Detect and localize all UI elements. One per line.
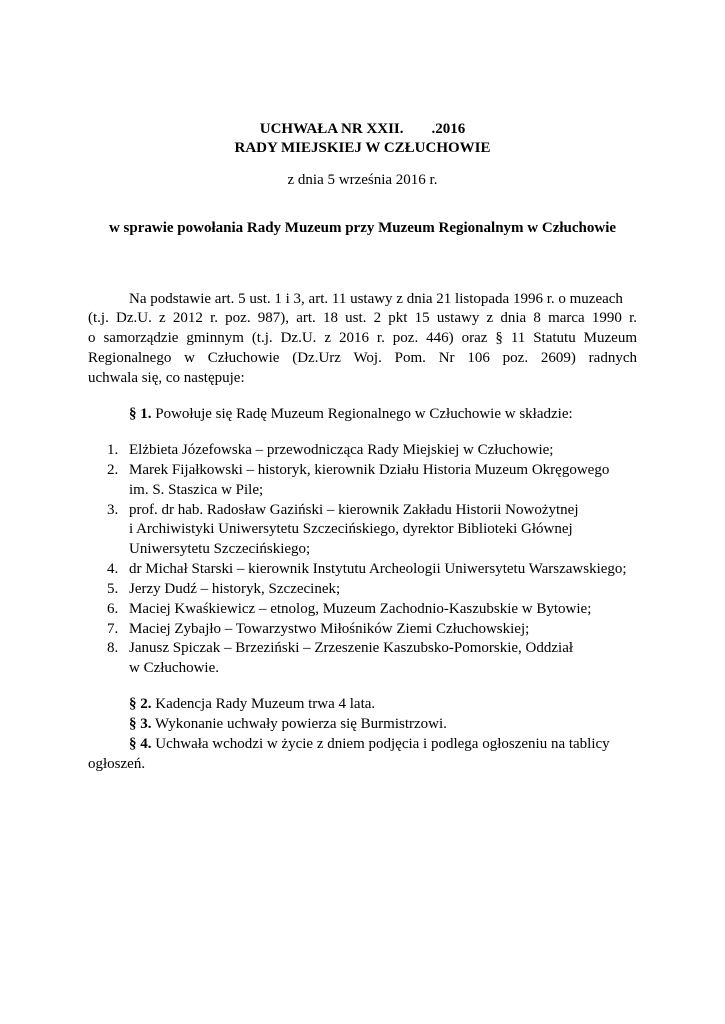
preamble-line: Regionalnego w Człuchowie (Dz.Urz Woj. Pom. Nr 106 poz. 2609) radnych bbox=[88, 350, 637, 366]
list-item: Janusz Spiczak – Brzeziński – Zrzeszenie Kaszubsko-Pomorskie, Oddział bbox=[129, 640, 574, 656]
section-3-mark: § 3. bbox=[129, 716, 152, 732]
resolution-number: UCHWAŁA NR XXII. bbox=[259, 121, 404, 137]
section-1-text: Powołuje się Radę Muzeum Regionalnego w Człuchowie w składzie: bbox=[151, 406, 573, 422]
section-4 bbox=[129, 735, 610, 754]
section-2-mark: § 2. bbox=[129, 696, 152, 712]
list-item-continuation: im. S. Staszica w Pile; bbox=[129, 482, 264, 498]
list-item-number: 2. bbox=[107, 462, 119, 478]
resolution-year: .2016 bbox=[431, 121, 466, 137]
resolution-subject: w sprawie powołania Rady Muzeum przy Muzeum Regionalnym w Człuchowie bbox=[108, 220, 617, 236]
preamble-line: (t.j. Dz.U. z 2012 r. poz. 987), art. 18 ust. 2 pkt 15 ustawy z dnia 8 marca 1990 r. bbox=[88, 310, 637, 326]
list-item-continuation: Uniwersytetu Szczecińskiego; bbox=[129, 541, 311, 557]
list-item-continuation: w Człuchowie. bbox=[129, 660, 219, 676]
section-1 bbox=[129, 405, 573, 424]
list-item: dr Michał Starski – kierownik Instytutu Archeologii Uniwersytetu Warszawskiego; bbox=[129, 561, 627, 577]
list-item-continuation: i Archiwistyki Uniwersytetu Szczecińskiego, dyrektor Biblioteki Głównej bbox=[129, 521, 573, 537]
preamble-line: o samorządzie gminnym (t.j. Dz.U. z 2016 r. poz. 446) oraz § 11 Statutu Muzeum bbox=[88, 330, 637, 346]
section-2 bbox=[129, 695, 375, 714]
section-4-text: Uchwała wchodzi w życie z dniem podjęcia i podlega ogłoszeniu na tablicy bbox=[151, 736, 610, 752]
list-item: Marek Fijałkowski – historyk, kierownik Działu Historia Muzeum Okręgowego bbox=[129, 462, 610, 478]
section-4-mark: § 4. bbox=[129, 736, 152, 752]
resolution-title bbox=[0, 120, 725, 139]
list-item-number: 1. bbox=[107, 442, 119, 458]
list-item: Maciej Zybajło – Towarzystwo Miłośników Ziemi Człuchowskiej; bbox=[129, 621, 530, 637]
section-3-text: Wykonanie uchwały powierza się Burmistrzowi. bbox=[151, 716, 447, 732]
preamble-line: Na podstawie art. 5 ust. 1 i 3, art. 11 ustawy z dnia 21 listopada 1996 r. o muzeach bbox=[129, 291, 623, 307]
list-item: Maciej Kwaśkiewicz – etnolog, Muzeum Zachodnio-Kaszubskie w Bytowie; bbox=[129, 601, 592, 617]
section-3 bbox=[129, 715, 447, 734]
preamble-line: uchwala się, co następuje: bbox=[88, 370, 245, 386]
list-item: prof. dr hab. Radosław Gaziński – kierownik Zakładu Historii Nowożytnej bbox=[129, 502, 579, 518]
section-2-text: Kadencja Rady Muzeum trwa 4 lata. bbox=[151, 696, 376, 712]
list-item-number: 5. bbox=[107, 581, 119, 597]
list-item-number: 6. bbox=[107, 601, 119, 617]
list-item-number: 8. bbox=[107, 640, 119, 656]
list-item: Elżbieta Józefowska – przewodnicząca Rady Miejskiej w Człuchowie; bbox=[129, 442, 554, 458]
list-item: Jerzy Dudź – historyk, Szczecinek; bbox=[129, 581, 341, 597]
resolution-date: z dnia 5 września 2016 r. bbox=[287, 172, 438, 188]
section-1-mark: § 1. bbox=[129, 406, 152, 422]
list-item-number: 3. bbox=[107, 502, 119, 518]
council-name: RADY MIEJSKIEJ W CZŁUCHOWIE bbox=[234, 140, 491, 156]
section-4-continuation: ogłoszeń. bbox=[88, 756, 146, 772]
list-item-number: 7. bbox=[107, 621, 119, 637]
list-item-number: 4. bbox=[107, 561, 119, 577]
